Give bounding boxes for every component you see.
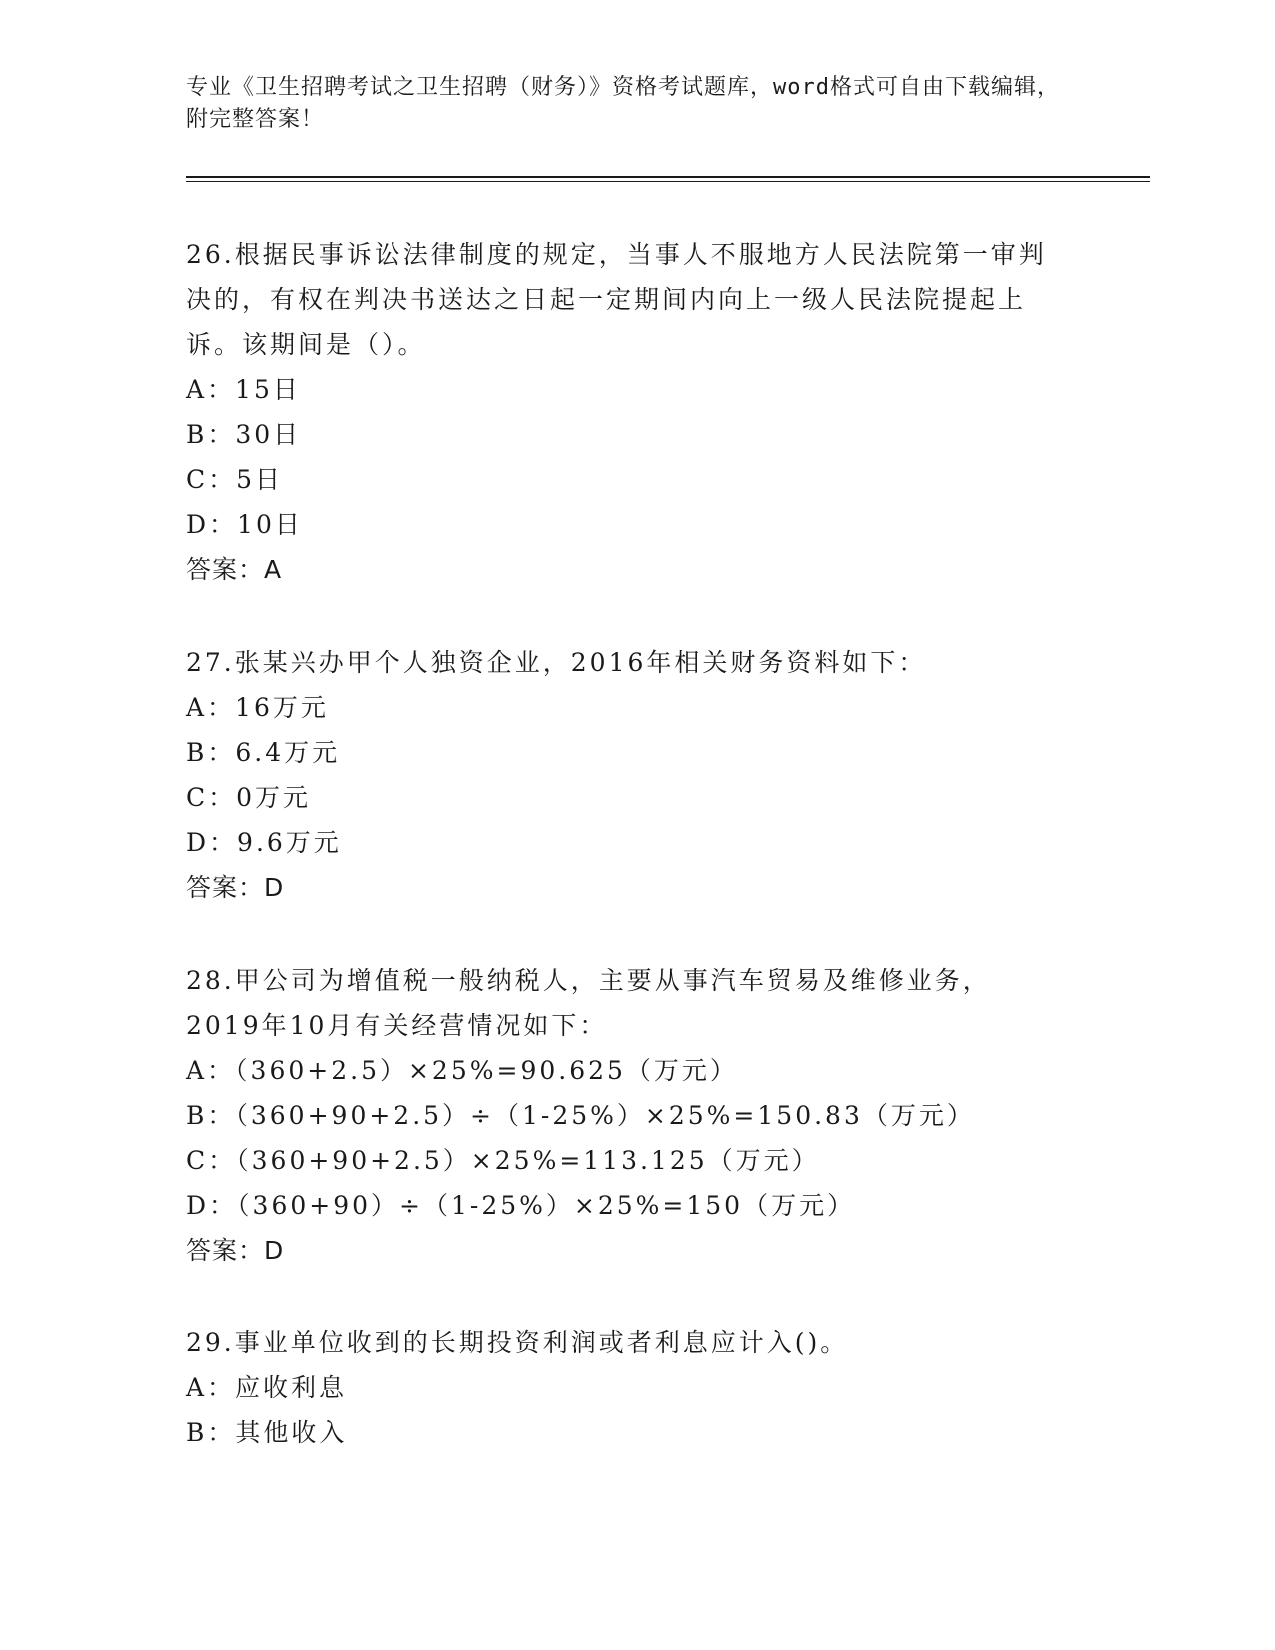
question-stem: 26.根据民事诉讼法律制度的规定，当事人不服地方人民法院第一审判决的，有权在判决书送达之日起一定期间内向上一级人民法院提起上诉。该期间是（）。 xyxy=(186,240,1047,359)
question-27 xyxy=(186,640,1066,910)
option-c: C：0万元 xyxy=(186,783,312,812)
option-b: B：（360+90+2.5）÷（1-25%）×25%=150.83（万元） xyxy=(186,1101,975,1130)
option-a: A：15日 xyxy=(186,375,301,404)
option-b: B：6.4万元 xyxy=(186,738,341,767)
answer-line: 答案：D xyxy=(186,1236,285,1265)
question-29 xyxy=(186,1320,1066,1455)
answer-line: 答案：A xyxy=(186,555,283,584)
option-a: A：应收利息 xyxy=(186,1373,348,1402)
option-d: D：10日 xyxy=(186,510,303,539)
option-b: B：其他收入 xyxy=(186,1418,348,1447)
option-c: C：（360+90+2.5）×25%=113.125（万元） xyxy=(186,1146,820,1175)
option-b: B：30日 xyxy=(186,420,302,449)
question-28 xyxy=(186,958,1066,1273)
header-divider-thick xyxy=(186,176,1150,178)
option-a: A：（360+2.5）×25%=90.625（万元） xyxy=(186,1056,738,1085)
question-stem: 27.张某兴办甲个人独资企业，2016年相关财务资料如下： xyxy=(186,648,927,677)
question-stem: 29.事业单位收到的长期投资利润或者利息应计入()。 xyxy=(186,1328,849,1357)
question-26 xyxy=(186,232,1066,592)
answer-line: 答案：D xyxy=(186,873,285,902)
option-d: D：（360+90）÷（1-25%）×25%=150（万元） xyxy=(186,1191,856,1220)
option-a: A：16万元 xyxy=(186,693,329,722)
option-d: D：9.6万元 xyxy=(186,828,342,857)
header-divider-thin xyxy=(186,181,1150,182)
question-stem: 28.甲公司为增值税一般纳税人，主要从事汽车贸易及维修业务，2019年10月有关经营情况如下： xyxy=(186,966,991,1040)
option-c: C：5日 xyxy=(186,465,284,494)
document-header: 专业《卫生招聘考试之卫生招聘（财务）》资格考试题库，word格式可自由下载编辑，附完整答案！ xyxy=(186,75,1060,132)
